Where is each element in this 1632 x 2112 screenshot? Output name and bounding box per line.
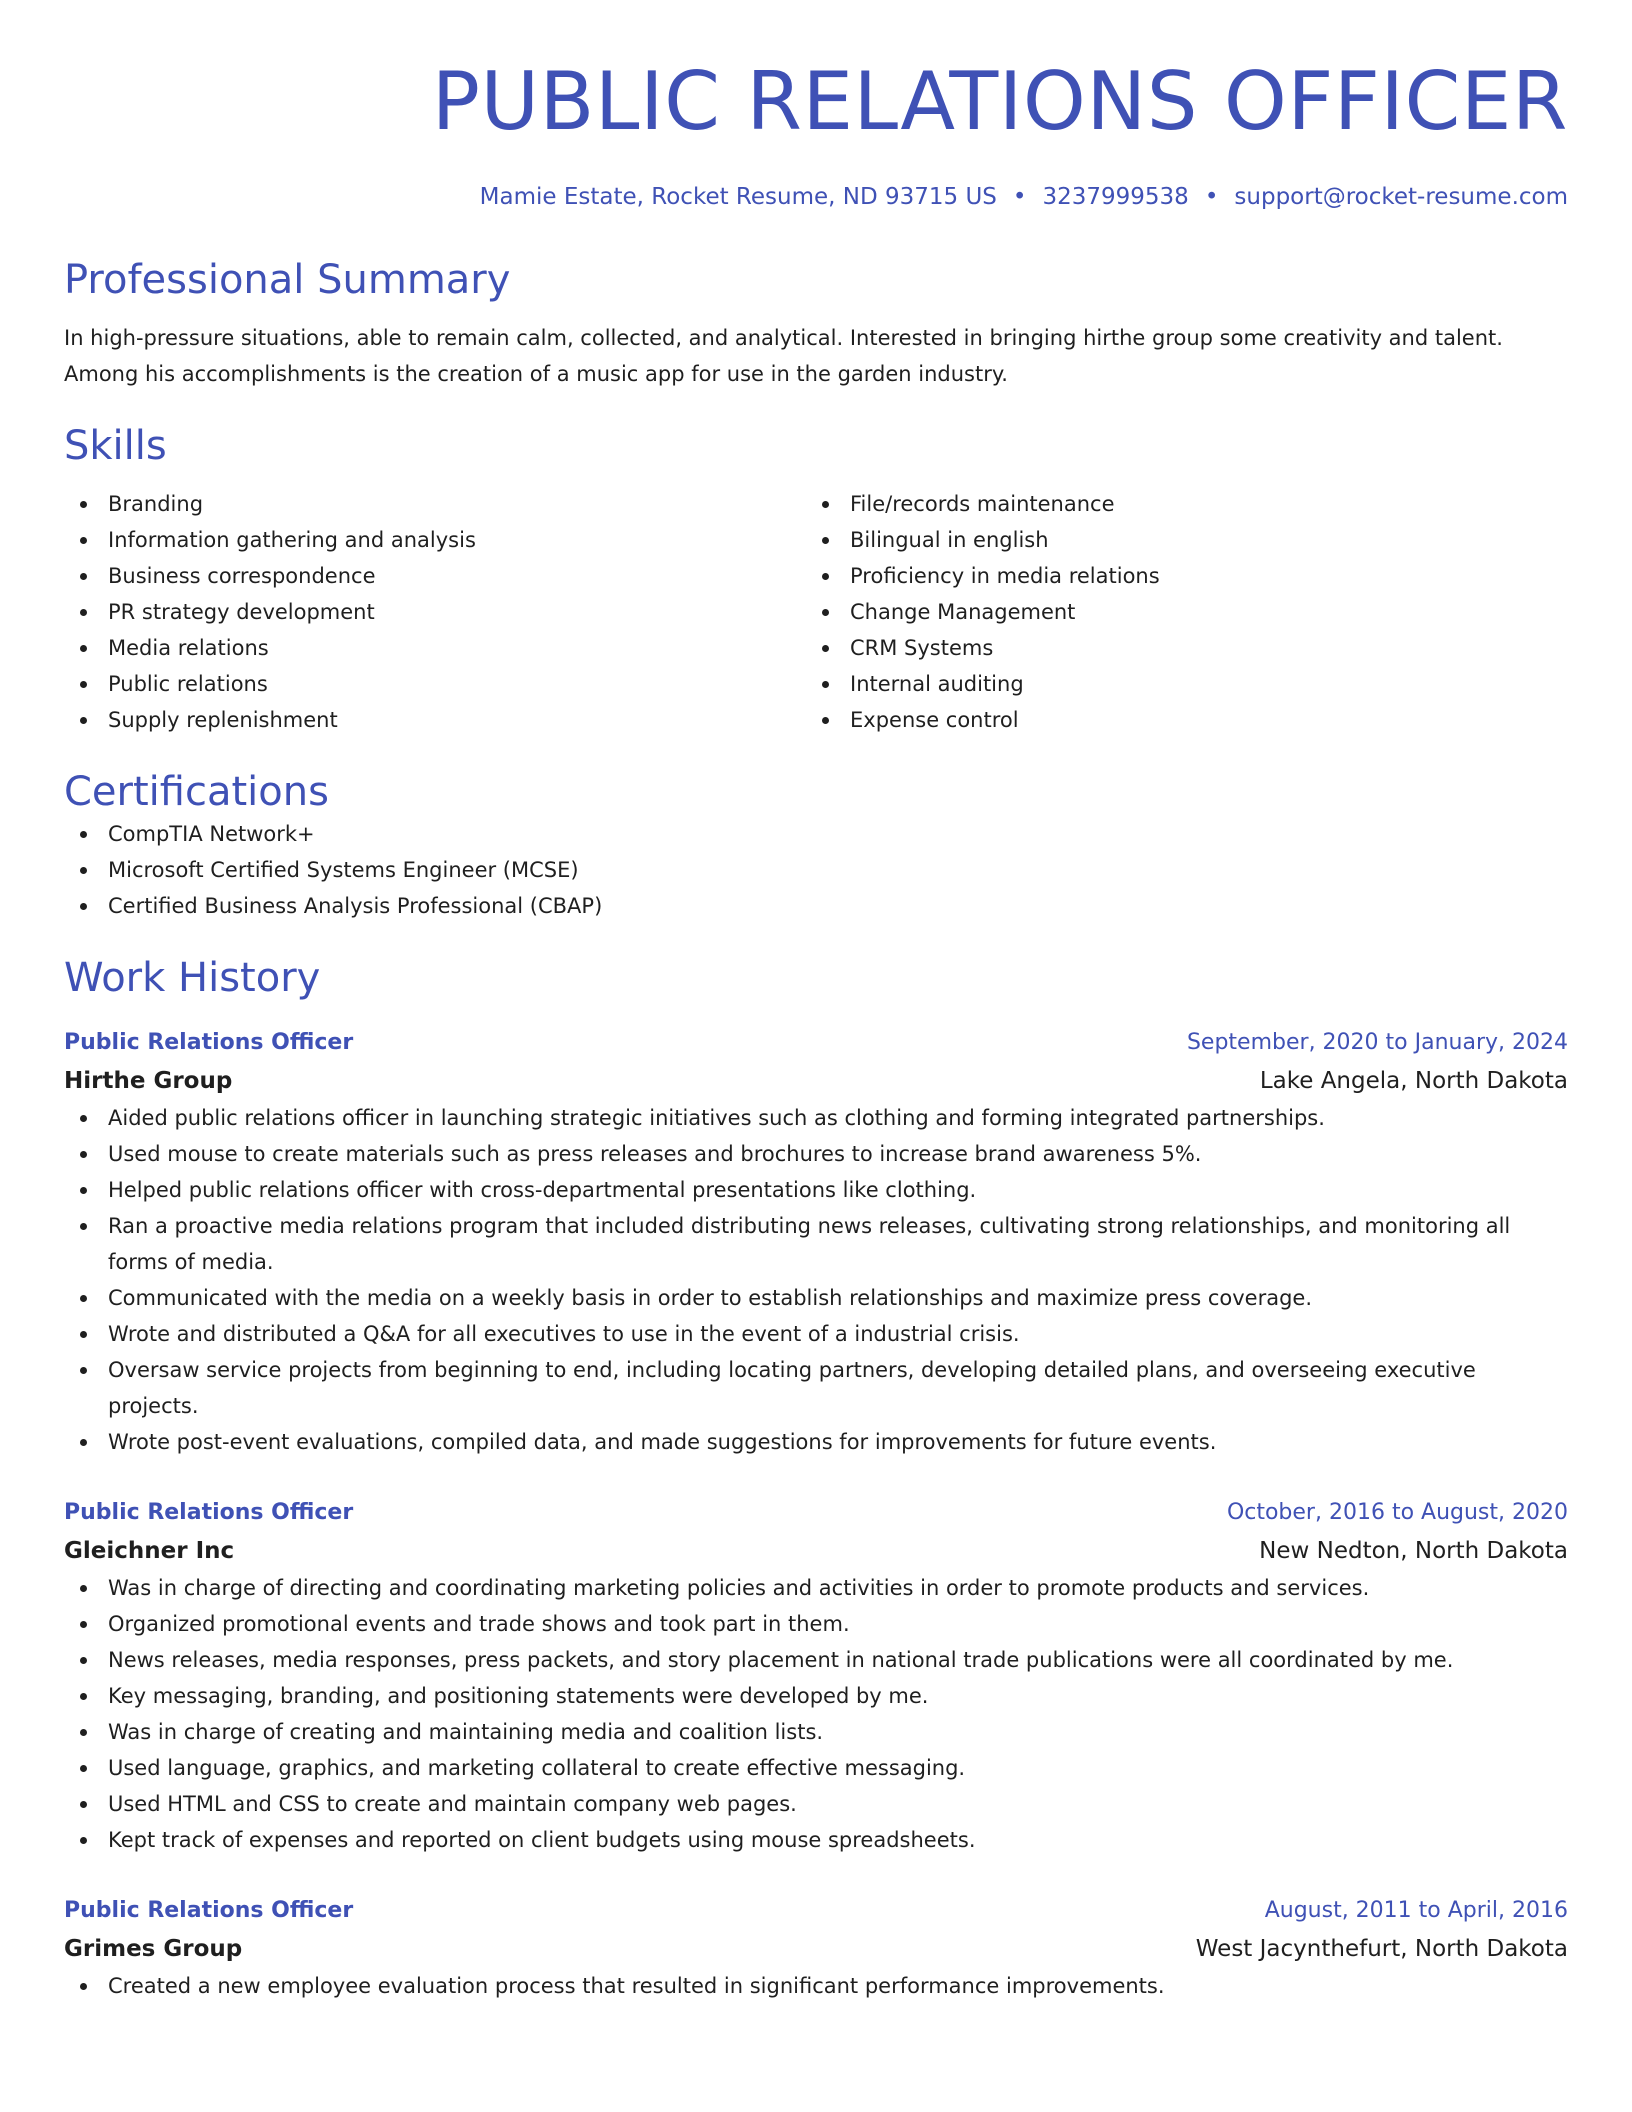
job-bullet-text: Used HTML and CSS to create and maintain company web pages. xyxy=(108,1792,797,1816)
job-bullet-text: Communicated with the media on a weekly basis in order to establish relationships and maximize press coverage. xyxy=(108,1286,1313,1310)
job-bullet-text: Used mouse to create materials such as press releases and brochures to increase brand awareness 5%. xyxy=(108,1142,1202,1166)
job-bullet xyxy=(64,1208,1568,1280)
skill-item xyxy=(806,666,1548,702)
bullet-dot-icon xyxy=(80,1657,87,1664)
skills-heading: Skills xyxy=(64,423,167,469)
job-bullet xyxy=(64,1352,1568,1424)
certification-item-text: Certified Business Analysis Professional (CBAP) xyxy=(108,894,603,918)
resume-header xyxy=(64,0,1568,214)
bullet-dot-icon xyxy=(80,1837,87,1844)
bullet-dot-icon xyxy=(80,537,87,544)
skill-item xyxy=(64,630,806,666)
skills-list-left xyxy=(64,486,806,738)
job-company-row xyxy=(64,1062,1568,1100)
bullet-dot-icon xyxy=(822,645,829,652)
bullet-dot-icon xyxy=(80,903,87,910)
job-dates: August, 2011 to April, 2016 xyxy=(1264,1898,1568,1923)
skill-item xyxy=(64,594,806,630)
job-bullet xyxy=(64,1968,1568,2004)
job-bullet xyxy=(64,1136,1568,1172)
work-history-heading: Work History xyxy=(64,955,321,1001)
job-bullet-text: Oversaw service projects from beginning to end, including locating partners, developing detailed plans, and overseeing executive projects. xyxy=(108,1358,1476,1418)
bullet-dot-icon xyxy=(80,867,87,874)
skill-item-text: Bilingual in english xyxy=(850,528,1049,552)
skill-item-text: Internal auditing xyxy=(850,672,1024,696)
job-header-row xyxy=(64,1892,1568,1930)
bullet-dot-icon xyxy=(822,537,829,544)
job-bullet xyxy=(64,1570,1568,1606)
skill-item xyxy=(64,702,806,738)
skills-grid xyxy=(64,486,1568,738)
bullet-dot-icon xyxy=(80,1983,87,1990)
job-title: Public Relations Officer xyxy=(64,1500,354,1525)
job-bullet-text: Wrote and distributed a Q&A for all executives to use in the event of a industrial crisis. xyxy=(108,1322,1020,1346)
bullet-dot-icon xyxy=(80,1801,87,1808)
skill-item-text: Public relations xyxy=(108,672,268,696)
bullet-dot-icon xyxy=(80,1729,87,1736)
skill-item-text: Proficiency in media relations xyxy=(850,564,1160,588)
job-company-row xyxy=(64,1930,1568,1968)
bullet-dot-icon xyxy=(80,1621,87,1628)
bullet-dot-icon xyxy=(80,609,87,616)
work-history-list xyxy=(64,1024,1568,2004)
bullet-dot-icon xyxy=(822,717,829,724)
skills-column-right xyxy=(806,486,1548,738)
certification-item xyxy=(64,816,1568,852)
summary-heading: Professional Summary xyxy=(64,257,511,303)
job-company-row xyxy=(64,1532,1568,1570)
skill-item xyxy=(64,666,806,702)
job-bullet-list xyxy=(64,1570,1568,1858)
certification-item-text: Microsoft Certified Systems Engineer (MCSE) xyxy=(108,858,579,882)
certification-item-text: CompTIA Network+ xyxy=(108,822,315,846)
job-bullet xyxy=(64,1100,1568,1136)
job-title: Public Relations Officer xyxy=(64,1898,354,1923)
skill-item-text: Branding xyxy=(108,492,204,516)
job-location: West Jacynthefurt, North Dakota xyxy=(1195,1936,1568,1962)
job-bullet-text: Was in charge of directing and coordinating marketing policies and activities in order to promote products and services. xyxy=(108,1576,1370,1600)
bullet-dot-icon xyxy=(80,1585,87,1592)
job-entry xyxy=(64,1494,1568,1858)
skills-column-left xyxy=(64,486,806,738)
job-bullet-list xyxy=(64,1100,1568,1460)
bullet-dot-icon xyxy=(822,609,829,616)
bullet-dot-icon xyxy=(80,1187,87,1194)
skill-item-text: Business correspondence xyxy=(108,564,376,588)
bullet-dot-icon xyxy=(80,1115,87,1122)
job-bullet xyxy=(64,1316,1568,1352)
skill-item xyxy=(806,522,1548,558)
skill-item xyxy=(806,594,1548,630)
bullet-dot-icon xyxy=(80,1331,87,1338)
job-location: New Nedton, North Dakota xyxy=(1259,1538,1568,1564)
job-header-row xyxy=(64,1494,1568,1532)
job-header-row xyxy=(64,1024,1568,1062)
job-bullet xyxy=(64,1750,1568,1786)
job-bullet-text: Key messaging, branding, and positioning statements were developed by me. xyxy=(108,1684,929,1708)
contact-email[interactable]: support@rocket-resume.com xyxy=(1234,184,1568,210)
skill-item xyxy=(64,486,806,522)
skill-item xyxy=(64,522,806,558)
contact-line xyxy=(64,180,1568,214)
job-bullet xyxy=(64,1280,1568,1316)
bullet-dot-icon xyxy=(80,1439,87,1446)
bullet-dot-icon xyxy=(822,501,829,508)
job-bullet-text: Organized promotional events and trade shows and took part in them. xyxy=(108,1612,850,1636)
job-entry xyxy=(64,1024,1568,1460)
job-title: Public Relations Officer xyxy=(64,1030,354,1055)
skills-list-right xyxy=(806,486,1548,738)
job-company: Grimes Group xyxy=(64,1936,243,1962)
bullet-dot-icon xyxy=(80,1693,87,1700)
bullet-dot-icon xyxy=(80,1295,87,1302)
job-bullet xyxy=(64,1172,1568,1208)
bullet-dot-icon xyxy=(80,717,87,724)
job-location: Lake Angela, North Dakota xyxy=(1259,1068,1568,1094)
skill-item xyxy=(806,486,1548,522)
skill-item-text: PR strategy development xyxy=(108,600,375,624)
certifications-heading: Certifications xyxy=(64,769,329,815)
job-bullet xyxy=(64,1424,1568,1460)
bullet-dot-icon xyxy=(80,573,87,580)
skill-item-text: Information gathering and analysis xyxy=(108,528,476,552)
summary-text: In high-pressure situations, able to remain calm, collected, and analytical. Interested in bringing hirthe group some creativity and talent. Among his accomplishments is the creation of a music app for use in the garden industry. xyxy=(64,326,1503,386)
skill-item-text: Expense control xyxy=(850,708,1019,732)
skill-item xyxy=(64,558,806,594)
job-company: Gleichner Inc xyxy=(64,1538,235,1564)
job-bullet-text: Created a new employee evaluation process that resulted in significant performance improvements. xyxy=(108,1974,1165,1998)
bullet-dot-icon xyxy=(80,1151,87,1158)
job-bullet xyxy=(64,1606,1568,1642)
job-dates: October, 2016 to August, 2020 xyxy=(1226,1500,1568,1525)
contact-separator: • xyxy=(1012,184,1027,210)
job-bullet-text: Wrote post-event evaluations, compiled data, and made suggestions for improvements for future events. xyxy=(108,1430,1217,1454)
skill-item-text: Supply replenishment xyxy=(108,708,338,732)
job-bullet-text: Helped public relations officer with cross-departmental presentations like clothing. xyxy=(108,1178,977,1202)
certification-item xyxy=(64,888,1568,924)
resume-name: PUBLIC RELATIONS OFFICER xyxy=(431,55,1568,148)
job-dates: September, 2020 to January, 2024 xyxy=(1186,1030,1568,1055)
skill-item-text: CRM Systems xyxy=(850,636,994,660)
job-bullet-text: Was in charge of creating and maintaining media and coalition lists. xyxy=(108,1720,824,1744)
certifications-list xyxy=(64,816,1568,924)
job-bullet-text: News releases, media responses, press packets, and story placement in national trade publications were all coordinated by me. xyxy=(108,1648,1454,1672)
bullet-dot-icon xyxy=(80,681,87,688)
skill-item-text: Change Management xyxy=(850,600,1076,624)
job-bullet-text: Ran a proactive media relations program that included distributing news releases, cultivating strong relationships, and monitoring all forms of media. xyxy=(108,1214,1511,1274)
skill-item xyxy=(806,702,1548,738)
job-bullet-list xyxy=(64,1968,1568,2004)
bullet-dot-icon xyxy=(80,1223,87,1230)
job-entry xyxy=(64,1892,1568,2004)
job-bullet xyxy=(64,1786,1568,1822)
bullet-dot-icon xyxy=(80,1367,87,1374)
job-bullet xyxy=(64,1822,1568,1858)
skill-item-text: File/records maintenance xyxy=(850,492,1115,516)
bullet-dot-icon xyxy=(80,645,87,652)
skill-item xyxy=(806,558,1548,594)
contact-separator: • xyxy=(1204,184,1219,210)
contact-phone: 3237999538 xyxy=(1042,184,1189,210)
contact-address: Mamie Estate, Rocket Resume, ND 93715 US xyxy=(479,184,997,210)
bullet-dot-icon xyxy=(80,501,87,508)
resume-page xyxy=(64,0,1568,2004)
certification-item xyxy=(64,852,1568,888)
skill-item-text: Media relations xyxy=(108,636,269,660)
job-bullet xyxy=(64,1714,1568,1750)
bullet-dot-icon xyxy=(80,831,87,838)
job-bullet xyxy=(64,1678,1568,1714)
bullet-dot-icon xyxy=(80,1765,87,1772)
job-bullet xyxy=(64,1642,1568,1678)
bullet-dot-icon xyxy=(822,573,829,580)
job-bullet-text: Aided public relations officer in launching strategic initiatives such as clothing and forming integrated partnerships. xyxy=(108,1106,1325,1130)
job-bullet-text: Kept track of expenses and reported on client budgets using mouse spreadsheets. xyxy=(108,1828,976,1852)
job-company: Hirthe Group xyxy=(64,1068,233,1094)
job-bullet-text: Used language, graphics, and marketing collateral to create effective messaging. xyxy=(108,1756,966,1780)
skill-item xyxy=(806,630,1548,666)
bullet-dot-icon xyxy=(822,681,829,688)
